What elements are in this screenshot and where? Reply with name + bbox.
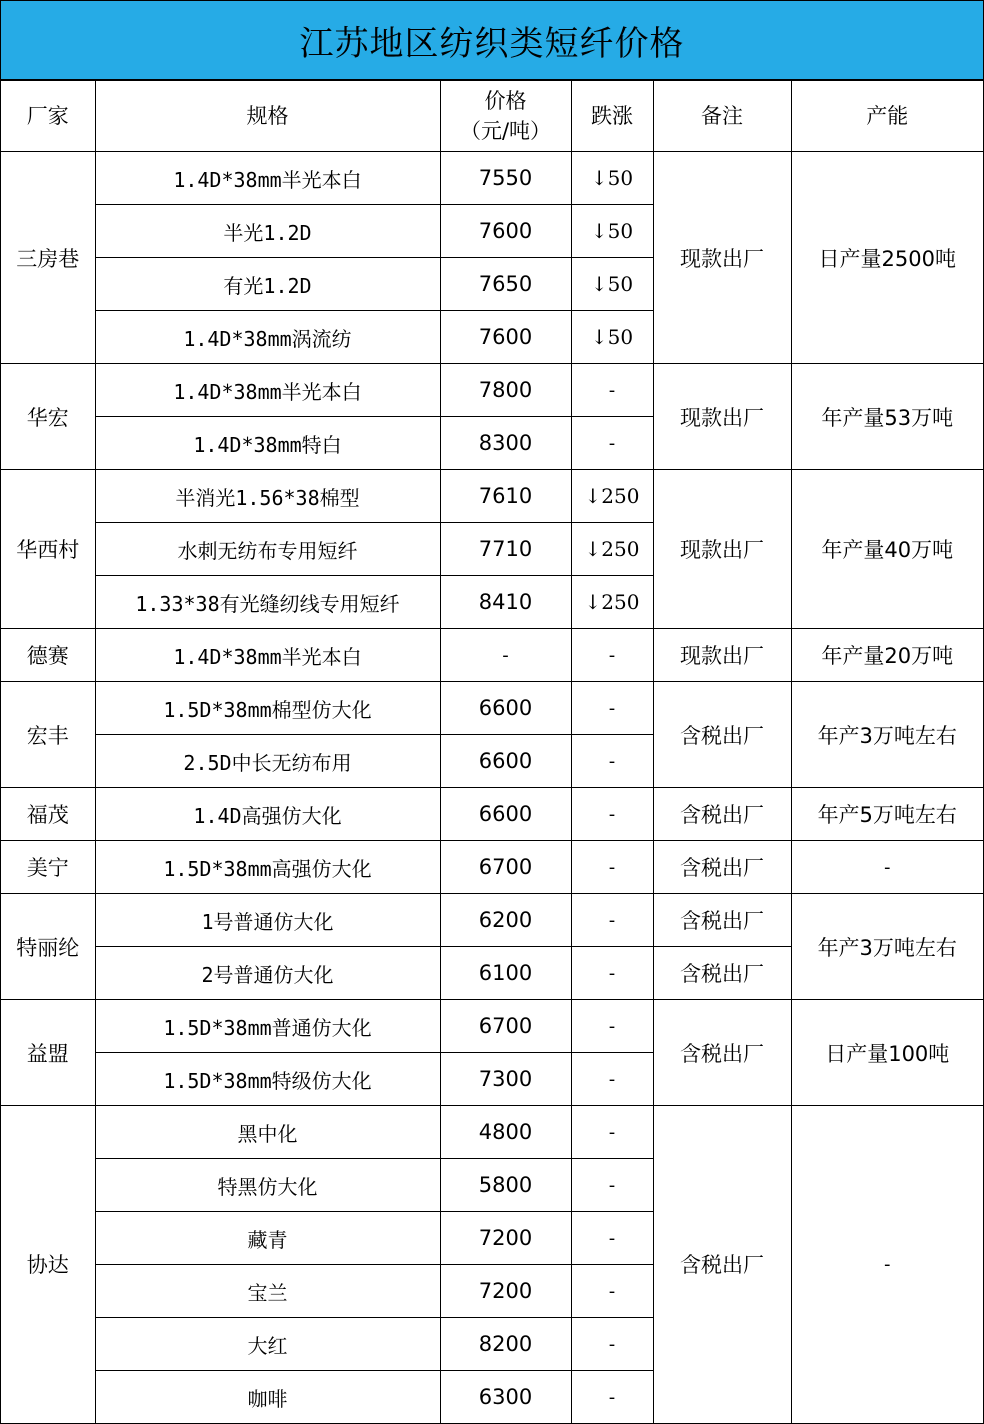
spec-cell: 1.4D*38mm半光本白 — [95, 629, 440, 682]
price-table — [1, 80, 983, 1424]
maker-cell: 华西村 — [1, 470, 95, 629]
price-cell: 7200 — [440, 1265, 571, 1318]
note-cell: 现款出厂 — [653, 470, 791, 629]
change-cell: - — [571, 1159, 653, 1212]
spec-cell: 半光1.2D — [95, 205, 440, 258]
spec-cell: 宝兰 — [95, 1265, 440, 1318]
table-row — [1, 629, 983, 682]
spec-cell: 特黑仿大化 — [95, 1159, 440, 1212]
capacity-cell: 日产量2500吨 — [791, 152, 983, 364]
price-cell: 7800 — [440, 364, 571, 417]
note-cell: 含税出厂 — [653, 682, 791, 788]
change-cell: - — [571, 1318, 653, 1371]
maker-cell: 华宏 — [1, 364, 95, 470]
sheet-title: 江苏地区纺织类短纤价格 — [1, 1, 983, 80]
table-row — [1, 152, 983, 205]
change-cell: - — [571, 1265, 653, 1318]
spec-cell: 1.4D高强仿大化 — [95, 788, 440, 841]
price-cell: 6300 — [440, 1371, 571, 1424]
capacity-cell: - — [791, 841, 983, 894]
note-cell: 含税出厂 — [653, 788, 791, 841]
capacity-cell: 年产量53万吨 — [791, 364, 983, 470]
maker-cell: 德赛 — [1, 629, 95, 682]
price-cell: 7650 — [440, 258, 571, 311]
header-maker: 厂家 — [1, 81, 95, 152]
change-cell: ↓250 — [571, 523, 653, 576]
price-cell: 6600 — [440, 788, 571, 841]
note-cell: 现款出厂 — [653, 152, 791, 364]
spec-cell: 1.33*38有光缝纫线专用短纤 — [95, 576, 440, 629]
change-cell: - — [571, 947, 653, 1000]
change-cell: - — [571, 788, 653, 841]
price-cell: 8200 — [440, 1318, 571, 1371]
spec-cell: 1.5D*38mm特级仿大化 — [95, 1053, 440, 1106]
note-cell: 现款出厂 — [653, 364, 791, 470]
table-row — [1, 841, 983, 894]
change-cell: - — [571, 1106, 653, 1159]
table-row — [1, 470, 983, 523]
table-row — [1, 788, 983, 841]
change-cell: - — [571, 841, 653, 894]
price-cell: - — [440, 629, 571, 682]
maker-cell: 福茂 — [1, 788, 95, 841]
spec-cell: 1.5D*38mm棉型仿大化 — [95, 682, 440, 735]
spec-cell: 1.4D*38mm涡流纺 — [95, 311, 440, 364]
table-row — [1, 364, 983, 417]
spec-cell: 黑中化 — [95, 1106, 440, 1159]
maker-cell: 三房巷 — [1, 152, 95, 364]
note-cell: 含税出厂 — [653, 1000, 791, 1106]
note-cell: 现款出厂 — [653, 629, 791, 682]
spec-cell: 有光1.2D — [95, 258, 440, 311]
price-cell: 6100 — [440, 947, 571, 1000]
price-cell: 6700 — [440, 841, 571, 894]
capacity-cell: 年产3万吨左右 — [791, 682, 983, 788]
header-row — [1, 81, 983, 152]
note-cell: 含税出厂 — [653, 894, 791, 947]
change-cell: - — [571, 629, 653, 682]
maker-cell: 特丽纶 — [1, 894, 95, 1000]
spec-cell: 藏青 — [95, 1212, 440, 1265]
price-cell: 8300 — [440, 417, 571, 470]
table-body — [1, 152, 983, 1424]
spec-cell: 水刺无纺布专用短纤 — [95, 523, 440, 576]
price-cell: 6600 — [440, 682, 571, 735]
maker-cell: 协达 — [1, 1106, 95, 1424]
spec-cell: 1.5D*38mm高强仿大化 — [95, 841, 440, 894]
capacity-cell: 日产量100吨 — [791, 1000, 983, 1106]
capacity-cell: 年产量20万吨 — [791, 629, 983, 682]
spec-cell: 大红 — [95, 1318, 440, 1371]
change-cell: ↓50 — [571, 205, 653, 258]
price-cell: 6700 — [440, 1000, 571, 1053]
spec-cell: 1.4D*38mm半光本白 — [95, 364, 440, 417]
change-cell: ↓50 — [571, 152, 653, 205]
change-cell: ↓250 — [571, 576, 653, 629]
spec-cell: 咖啡 — [95, 1371, 440, 1424]
table-row — [1, 682, 983, 735]
header-price-line1: 价格 — [484, 89, 527, 113]
price-cell: 6200 — [440, 894, 571, 947]
change-cell: - — [571, 417, 653, 470]
change-cell: - — [571, 1371, 653, 1424]
table-row — [1, 894, 983, 947]
price-cell: 7600 — [440, 311, 571, 364]
price-cell: 8410 — [440, 576, 571, 629]
change-cell: ↓50 — [571, 311, 653, 364]
header-price-line2: （元/吨） — [459, 119, 552, 143]
spec-cell: 1.4D*38mm特白 — [95, 417, 440, 470]
table-row — [1, 1106, 983, 1159]
maker-cell: 美宁 — [1, 841, 95, 894]
note-cell: 含税出厂 — [653, 1106, 791, 1424]
table-row — [1, 1000, 983, 1053]
price-cell: 5800 — [440, 1159, 571, 1212]
capacity-cell: 年产5万吨左右 — [791, 788, 983, 841]
price-cell: 7600 — [440, 205, 571, 258]
spec-cell: 半消光1.56*38棉型 — [95, 470, 440, 523]
change-cell: - — [571, 1212, 653, 1265]
price-cell: 4800 — [440, 1106, 571, 1159]
note-cell: 含税出厂 — [653, 841, 791, 894]
spec-cell: 1号普通仿大化 — [95, 894, 440, 947]
spec-cell: 1.4D*38mm半光本白 — [95, 152, 440, 205]
spec-cell: 2.5D中长无纺布用 — [95, 735, 440, 788]
change-cell: - — [571, 894, 653, 947]
maker-cell: 宏丰 — [1, 682, 95, 788]
maker-cell: 益盟 — [1, 1000, 95, 1106]
price-cell: 6600 — [440, 735, 571, 788]
capacity-cell: 年产3万吨左右 — [791, 894, 983, 1000]
change-cell: ↓50 — [571, 258, 653, 311]
spec-cell: 2号普通仿大化 — [95, 947, 440, 1000]
note-cell: 含税出厂 — [653, 947, 791, 1000]
header-capacity: 产能 — [791, 81, 983, 152]
header-change: 跌涨 — [571, 81, 653, 152]
change-cell: ↓250 — [571, 470, 653, 523]
price-cell: 7710 — [440, 523, 571, 576]
change-cell: - — [571, 682, 653, 735]
header-spec: 规格 — [95, 81, 440, 152]
spec-cell: 1.5D*38mm普通仿大化 — [95, 1000, 440, 1053]
capacity-cell: 年产量40万吨 — [791, 470, 983, 629]
price-cell: 7300 — [440, 1053, 571, 1106]
price-cell: 7550 — [440, 152, 571, 205]
price-cell: 7200 — [440, 1212, 571, 1265]
change-cell: - — [571, 364, 653, 417]
change-cell: - — [571, 1000, 653, 1053]
change-cell: - — [571, 1053, 653, 1106]
header-price — [440, 81, 571, 152]
capacity-cell: - — [791, 1106, 983, 1424]
change-cell: - — [571, 735, 653, 788]
header-note: 备注 — [653, 81, 791, 152]
price-cell: 7610 — [440, 470, 571, 523]
